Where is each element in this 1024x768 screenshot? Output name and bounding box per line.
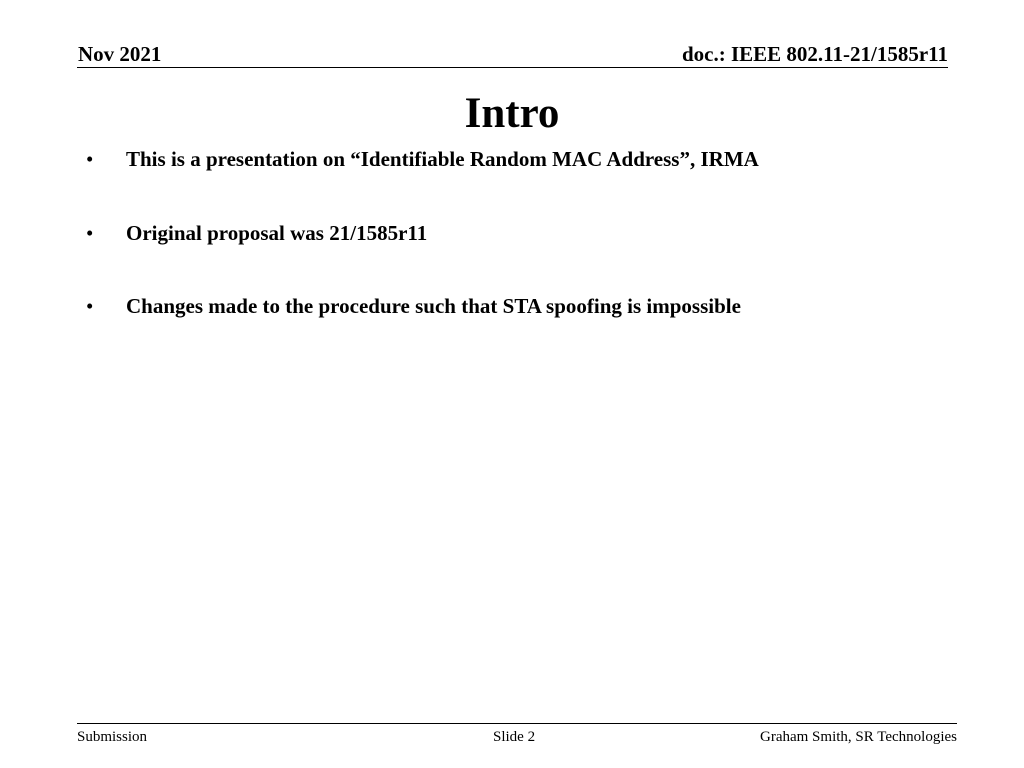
footer-slide-number: Slide 2 xyxy=(493,729,536,745)
footer-divider xyxy=(77,723,957,724)
bullet-item xyxy=(0,144,1000,174)
header-date: Nov 2021 xyxy=(78,42,162,66)
bullet-item xyxy=(0,291,1000,321)
footer-submission: Submission xyxy=(77,729,148,745)
header-doc-id: doc.: IEEE 802.11-21/1585r11 xyxy=(681,42,948,66)
bullet-text: This is a presentation on “Identifiable Random MAC Address”, IRMA xyxy=(126,147,759,171)
slide-title: Intro xyxy=(464,90,560,137)
bullet-text: Changes made to the procedure such that STA spoofing is impossible xyxy=(126,294,741,318)
bullet-text: Original proposal was 21/1585r11 xyxy=(126,221,428,245)
bullet-marker: • xyxy=(86,147,94,171)
bullet-marker: • xyxy=(86,221,94,245)
bullet-marker: • xyxy=(86,294,94,318)
bullet-item xyxy=(0,218,1000,248)
header-divider xyxy=(77,67,948,68)
footer-author: Graham Smith, SR Technologies xyxy=(760,729,957,745)
